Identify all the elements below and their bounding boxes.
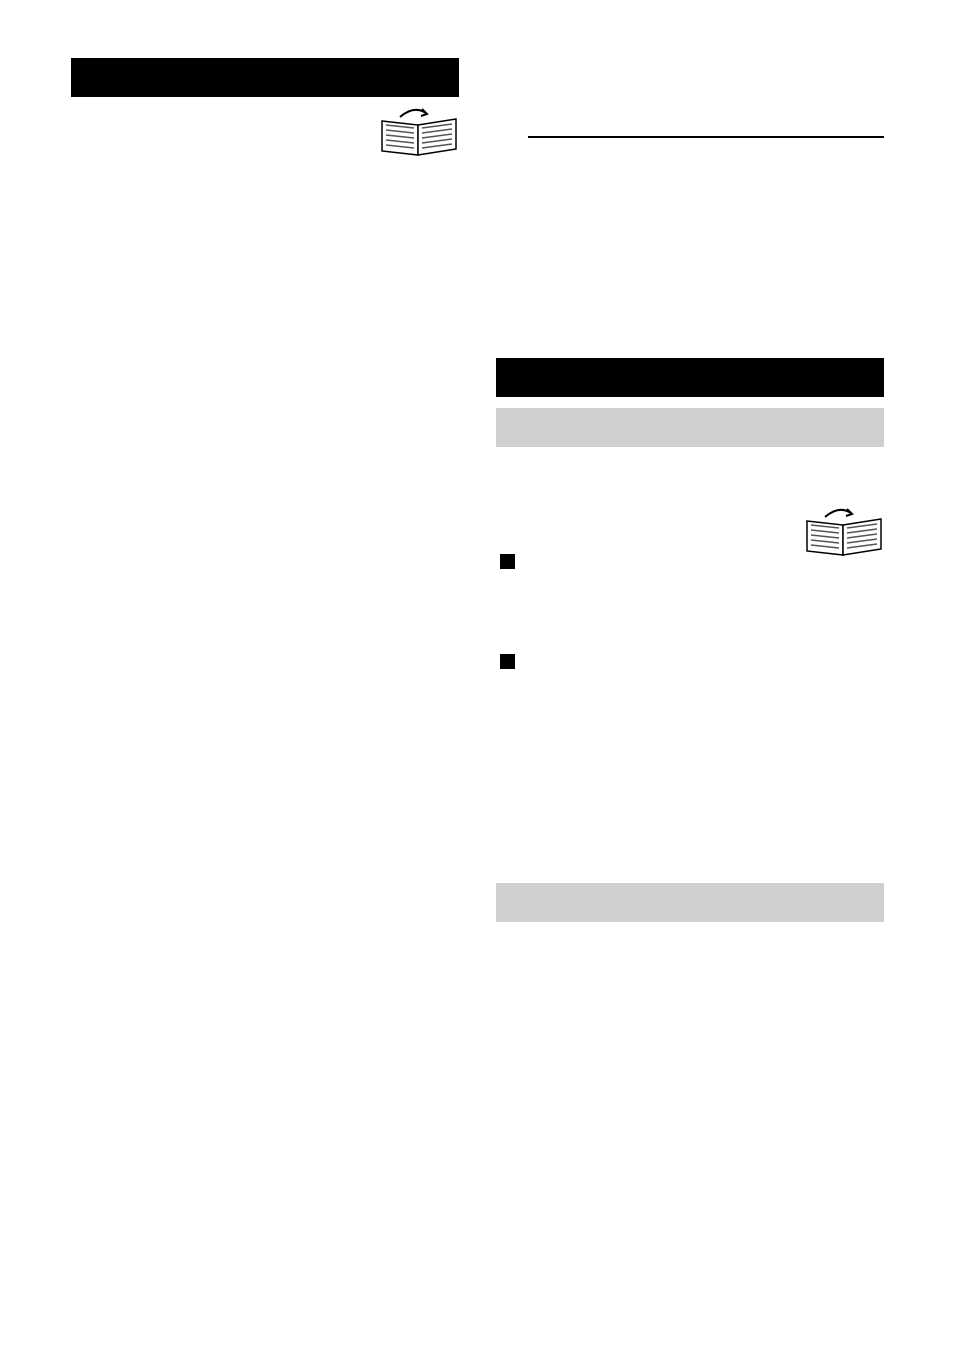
note-line	[496, 802, 884, 827]
book-with-arrow-icon	[378, 105, 460, 157]
caution-title	[496, 980, 884, 1005]
not-included-note	[496, 152, 884, 177]
divider	[528, 136, 884, 138]
intro-text	[496, 452, 884, 477]
subheading-install-parts	[496, 408, 884, 447]
figure-b-badge	[500, 654, 515, 669]
subheading-water-supply	[496, 883, 884, 922]
not-included-note	[496, 177, 884, 202]
figure-reference-b	[496, 652, 884, 677]
water-text	[496, 952, 884, 977]
section-heading-description	[71, 58, 459, 97]
figure-a-badge	[500, 554, 515, 569]
section-heading-before-start	[496, 358, 884, 397]
note-line	[496, 752, 884, 777]
water-text	[496, 927, 884, 952]
note-line	[496, 777, 884, 802]
intro-text	[496, 477, 884, 502]
book-with-arrow-icon	[803, 505, 885, 557]
figure-reference-a	[496, 552, 884, 577]
